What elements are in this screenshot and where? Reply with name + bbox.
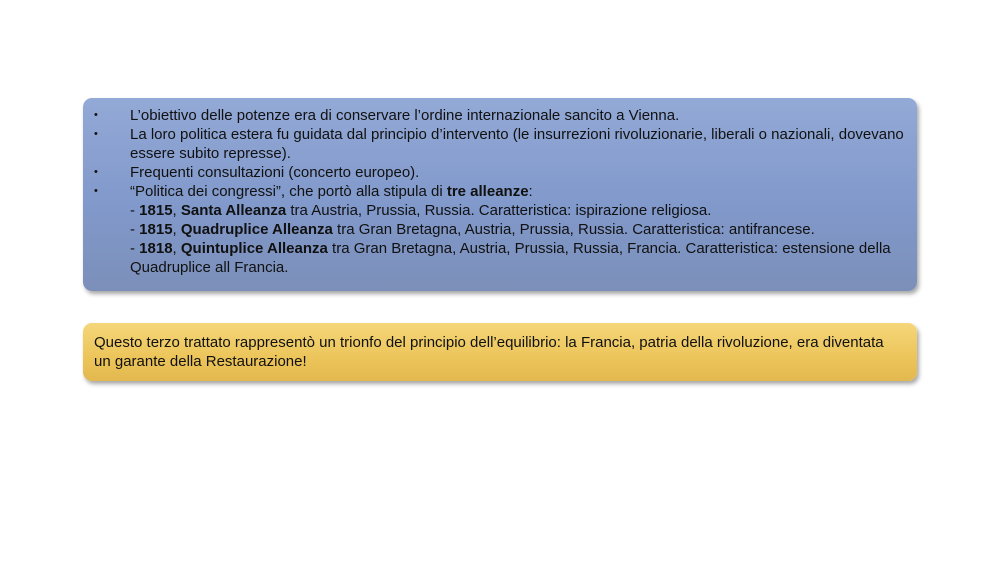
alliance-description: tra Gran Bretagna, Austria, Prussia, Russia, Francia. Caratteristica: estensione della Quadruplice all Francia. [130,240,891,276]
congress-politics-text [130,183,533,200]
alliance-name: Quadruplice Alleanza [180,221,333,238]
bullet-text-tail: : [528,183,533,200]
alliance-name: Quintuplice Alleanza [180,240,328,257]
list-item [93,125,907,163]
alliance-line-quintuplice [130,239,907,277]
alliance-year: 1818 [139,240,173,257]
bullet-icon: • [94,128,98,140]
bullet-text: L’obiettivo delle potenze era di conservare l’ordine internazionale sancito a Vienna. [130,107,680,124]
alliance-name: Santa Alleanza [180,202,287,219]
list-item [93,106,907,125]
bullet-text: Frequenti consultazioni (concerto europeo). [130,164,420,181]
bold-emphasis: tre alleanze [446,183,529,200]
bullet-icon: • [94,109,98,121]
conclusion-box [83,323,917,381]
alliance-separator: , [172,202,181,219]
alliance-line-quadruplice [130,220,907,239]
alliance-separator: , [172,240,181,257]
list-item [93,163,907,182]
bullet-text: La loro politica estera fu guidata dal principio d’intervento (le insurrezioni rivoluzionarie, liberali o nazionali, dovevano essere subito represse). [130,126,904,162]
bullet-icon: • [94,166,98,178]
alliance-separator: , [172,221,181,238]
alliance-year: 1815 [139,221,173,238]
bullet-list [93,106,907,277]
alliance-year: 1815 [139,202,173,219]
alliance-dash: - [130,240,140,257]
bullet-text: “Politica dei congressi”, che portò alla stipula di [130,183,447,200]
bullet-icon: • [94,185,98,197]
alliance-dash: - [130,202,140,219]
conclusion-text: Questo terzo trattato rappresentò un trionfo del principio dell’equilibrio: la Francia, patria della rivoluzione, era diventata un garante della Restaurazione! [94,334,884,370]
alliance-line-santa [130,201,907,220]
list-item [93,182,907,277]
alliances-info-box [83,98,917,291]
alliance-dash: - [130,221,140,238]
alliance-description: tra Austria, Prussia, Russia. Caratteristica: ispirazione religiosa. [286,202,712,219]
alliance-description: tra Gran Bretagna, Austria, Prussia, Russia. Caratteristica: antifrancese. [332,221,815,238]
